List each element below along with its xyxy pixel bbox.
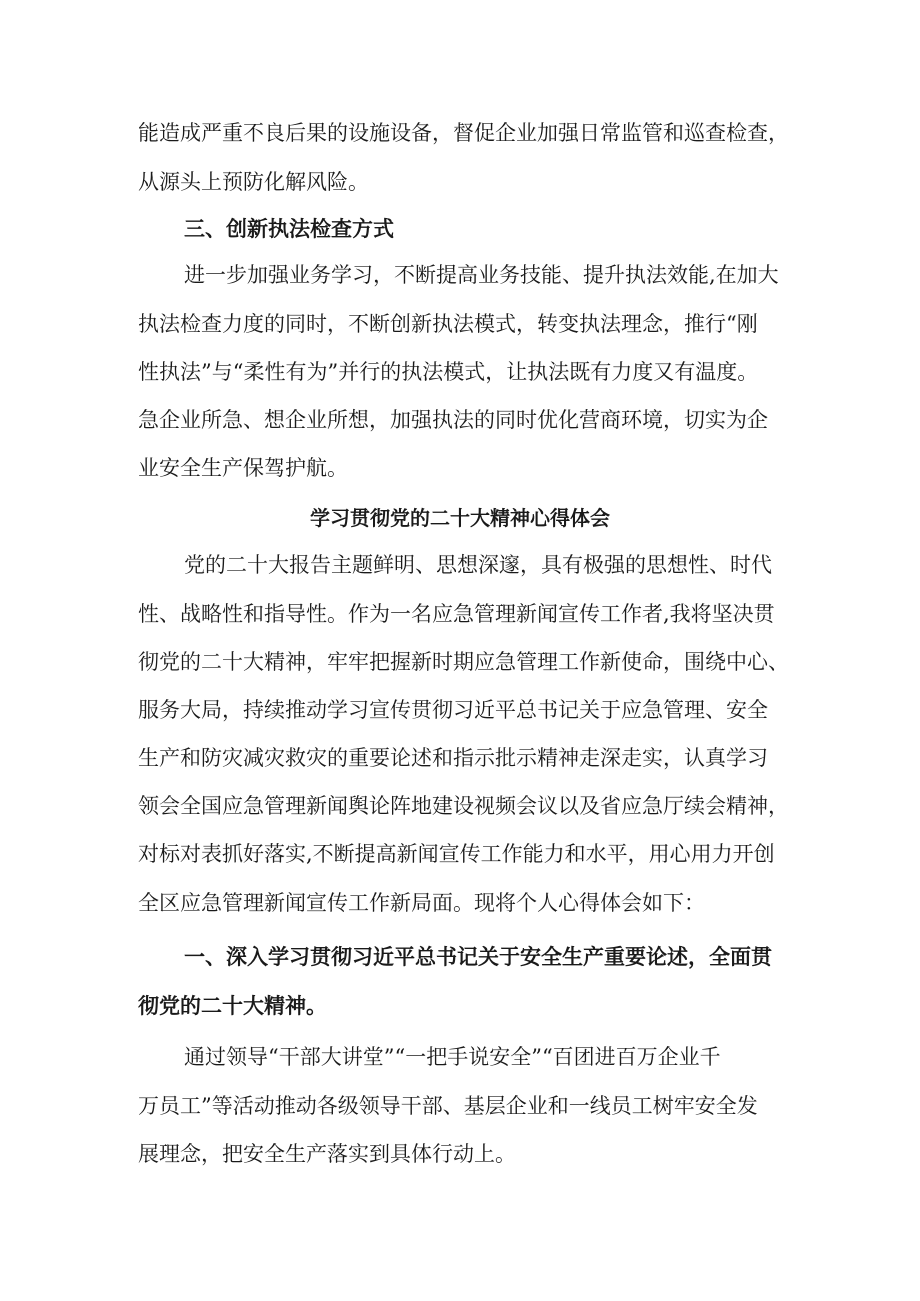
paragraph-line: 从源头上预防化解风险。 (138, 170, 369, 194)
paragraph-line: 急企业所急、想企业所想，加强执法的同时优化营商环境，切实为企 (138, 408, 768, 432)
paragraph-line: 生产和防灾减灾救灾的重要论述和指示批示精神走深走实，认真学习 (138, 746, 768, 770)
article-title: 学习贯彻党的二十大精神心得体会 (310, 506, 610, 530)
paragraph-line: 进一步加强业务学习，不断提高业务技能、提升执法效能,在加大 (184, 263, 779, 287)
paragraph-line: 性、战略性和指导性。作为一名应急管理新闻宣传工作者,我将坚决贯 (138, 602, 775, 626)
paragraph-line: 全区应急管理新闻宣传工作新局面。现将个人心得体会如下： (138, 891, 705, 915)
paragraph-line: 服务大局，持续推动学习宣传贯彻习近平总书记关于应急管理、安全 (138, 698, 768, 722)
paragraph-line: 彻党的二十大精神，牢牢把握新时期应急管理工作新使命，围绕中心、 (138, 650, 789, 674)
paragraph-line: 对标对表抓好落实,不断提高新闻宣传工作能力和水平，用心用力开创 (138, 842, 775, 866)
paragraph-line: 能造成严重不良后果的设施设备，督促企业加强日常监管和巡查检查， (138, 121, 789, 145)
section-heading: 三、创新执法检查方式 (184, 216, 394, 241)
paragraph-line: 万员工”等活动推动各级领导干部、基层企业和一线员工树牢安全发 (138, 1094, 758, 1118)
paragraph-line: 展理念，把安全生产落实到具体行动上。 (138, 1142, 516, 1166)
paragraph-line: 业安全生产保驾护航。 (138, 456, 348, 480)
paragraph-line: 执法检查力度的同时，不断创新执法模式，转变执法理念，推行“刚 (138, 312, 758, 336)
section-heading: 一、深入学习贯彻习近平总书记关于安全生产重要论述，全面贯 (184, 944, 772, 969)
paragraph-line: 领会全国应急管理新闻舆论阵地建设视频会议以及省应急厅续会精神， (138, 794, 789, 818)
paragraph-line: 性执法”与“柔性有为”并行的执法模式，让执法既有力度又有温度。 (138, 360, 759, 384)
section-heading: 彻党的二十大精神。 (138, 993, 327, 1018)
paragraph-line: 党的二十大报告主题鲜明、思想深邃，具有极强的思想性、时代 (184, 553, 772, 577)
paragraph-line: 通过领导“干部大讲堂”“一把手说安全”“百团进百万企业千 (184, 1045, 721, 1069)
